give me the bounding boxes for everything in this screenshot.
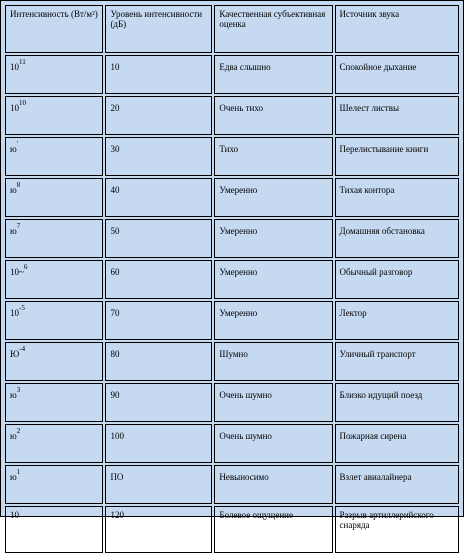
cell-intensity [5,137,103,176]
intensity-exponent: 2 [16,427,21,435]
table-row [5,96,459,135]
table-row [5,383,459,422]
intensity-base: ю [10,226,17,236]
intensity-exponent: 8 [16,181,21,189]
cell-rating: Шумно [214,342,332,381]
header-source: Источник звука [335,5,459,53]
table-row [5,506,459,553]
cell-level: 90 [105,383,212,422]
intensity-base: Ю [10,349,20,359]
cell-rating: Тихо [214,137,332,176]
cell-rating: Болевое ощущение [214,506,332,553]
header-level: Уровень интенсивности (дБ) [105,5,212,53]
cell-rating: Невыносимо [214,465,332,504]
cell-rating: Едва слышно [214,55,332,94]
table-header-row [5,5,459,53]
intensity-exponent: 6 [23,263,28,271]
intensity-base: ю [10,185,17,195]
cell-level: 100 [105,424,212,463]
cell-source: Лектор [335,301,459,340]
intensity-exponent: 10 [19,99,26,107]
cell-source: Пожарная сирена [335,424,459,463]
table-row [5,260,459,299]
intensity-exponent: 11 [19,58,26,66]
cell-level: ПО [105,465,212,504]
table-row [5,55,459,94]
cell-source: Тихая контора [335,178,459,217]
cell-intensity [5,96,103,135]
cell-rating: Очень шумно [214,424,332,463]
intensity-base: 10 [10,510,19,520]
intensity-exponent: -5 [19,304,25,312]
cell-level: 30 [105,137,212,176]
cell-level: 60 [105,260,212,299]
intensity-base: 10 [10,103,19,113]
table-row [5,465,459,504]
cell-rating: Умеренно [214,260,332,299]
table-row [5,424,459,463]
cell-source: Шелест листвы [335,96,459,135]
intensity-exponent: 3 [16,386,21,394]
cell-rating: Очень тихо [214,96,332,135]
cell-intensity [5,260,103,299]
cell-intensity [5,178,103,217]
intensity-base: ю [10,144,17,154]
table-row [5,137,459,176]
cell-level: 70 [105,301,212,340]
cell-intensity [5,301,103,340]
intensity-base: ю [10,390,17,400]
intensity-base: 10 [10,62,19,72]
cell-level: 80 [105,342,212,381]
intensity-base: 10~ [10,267,24,277]
intensity-base: 10 [10,308,19,318]
header-rating: Качественная субъективная оценка [214,5,332,53]
cell-source: Взлет авиалайнера [335,465,459,504]
cell-level: 40 [105,178,212,217]
table-row [5,301,459,340]
cell-source: Обычный разговор [335,260,459,299]
cell-rating: Умеренно [214,219,332,258]
cell-intensity [5,342,103,381]
cell-rating: Умеренно [214,301,332,340]
intensity-exponent: 1 [16,468,21,476]
cell-rating: Умеренно [214,178,332,217]
table-row [5,342,459,381]
cell-intensity [5,219,103,258]
cell-source: Близко идущий поезд [335,383,459,422]
sound-intensity-table [3,3,461,555]
cell-source: Перелистывание книги [335,137,459,176]
cell-intensity [5,383,103,422]
cell-rating: Очень шумно [214,383,332,422]
table-row [5,178,459,217]
cell-intensity [5,55,103,94]
cell-source: Спокойное дыхание [335,55,459,94]
intensity-base: ю [10,472,17,482]
intensity-exponent: 7 [16,222,21,230]
cell-level: 10 [105,55,212,94]
cell-intensity [5,424,103,463]
cell-source: Разрыв артиллерийского снаряда [335,506,459,553]
intensity-base: ю [10,431,17,441]
cell-source: Домашняя обстановка [335,219,459,258]
intensity-exponent: ' [16,140,18,148]
cell-source: Уличный транспорт [335,342,459,381]
cell-intensity [5,465,103,504]
intensity-exponent: -4 [19,345,26,353]
table-row [5,219,459,258]
header-intensity: Интенсивность (Вт/м²) [5,5,103,53]
cell-level: 50 [105,219,212,258]
cell-intensity [5,506,103,553]
cell-level: 120 [105,506,212,553]
cell-level: 20 [105,96,212,135]
